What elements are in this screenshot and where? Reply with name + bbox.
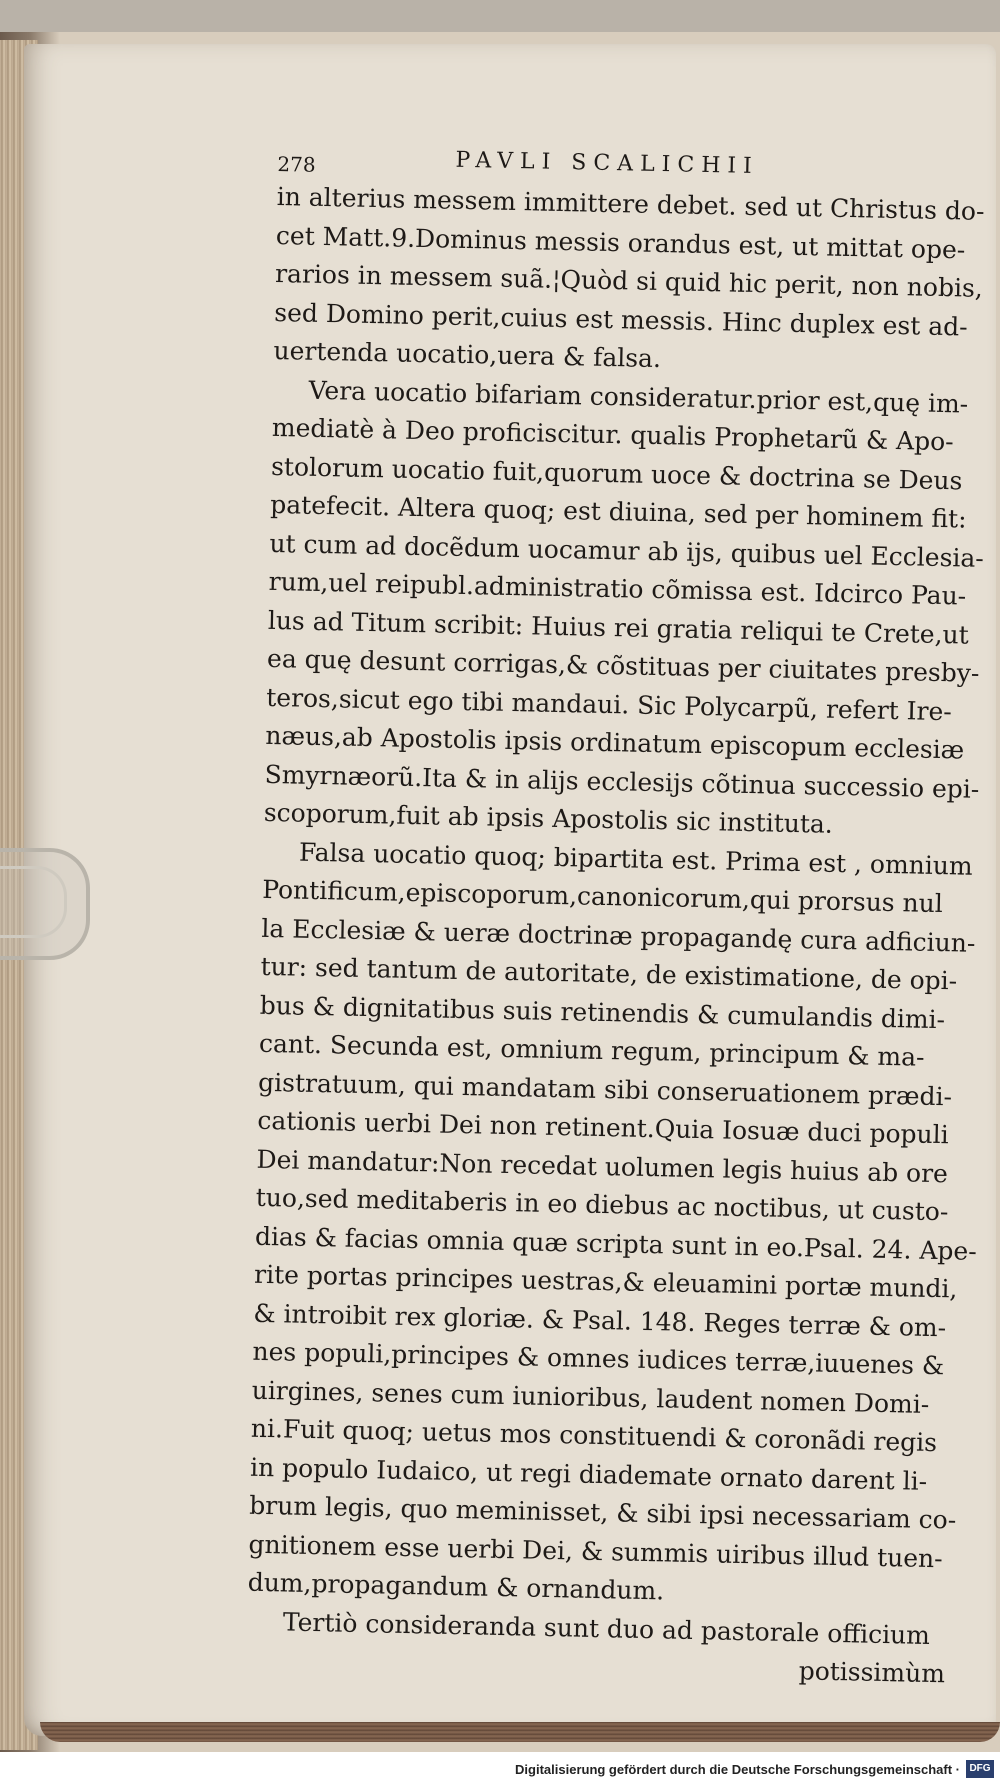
text-line: lus ad Titum scribit: Huius rei gratia reliqui te Crete,ut bbox=[267, 605, 970, 650]
digitization-footer bbox=[0, 1752, 1000, 1791]
paragraph-start-line: Tertiò consideranda sunt duo ad pastorale officium bbox=[282, 1606, 931, 1650]
text-line: ni.Fuit quoq; uetus mos constituendi & coronãdi regis bbox=[250, 1413, 938, 1458]
text-line: sed Domino perit,cuius est messis. Hinc duplex est ad- bbox=[274, 297, 968, 341]
text-line: teros,sicut ego tibi mandaui. Sic Polycarpũ, refert Ire- bbox=[265, 682, 953, 726]
text-line: mediatè à Deo proficiscitur. qualis Prophetarũ & Apo- bbox=[271, 412, 954, 457]
text-line: rarios in messem suã.¦Quòd si quid hic perit, non nobis, bbox=[274, 258, 984, 303]
text-line: gistratuum, qui mandatam sibi conseruationem prædi- bbox=[257, 1067, 953, 1111]
text-line: ea quę desunt corrigas,& cõstituas per ciuitates presby- bbox=[266, 643, 980, 688]
catchword: potissimùm bbox=[798, 1656, 946, 1689]
page-clip-inner bbox=[0, 866, 67, 938]
text-line: dias & facias omnia quæ scripta sunt in eo.Psal. 24. Ape- bbox=[254, 1221, 978, 1266]
text-line: Pontificum,episcoporum,canonicorum,qui prorsus nul bbox=[261, 874, 944, 919]
text-line: rum,uel reipubl.administratio cõmissa est. Idcirco Pau- bbox=[268, 566, 967, 611]
page-text bbox=[246, 138, 983, 1694]
text-line: Dei mandatur:Non recedat uolumen legis huius ab ore bbox=[256, 1144, 949, 1188]
text-line: tur: sed tantum de autoritate, de existimatione, de opi- bbox=[260, 951, 958, 996]
text-line: næus,ab Apostolis ipsis ordinatum episcopum ecclesiæ bbox=[265, 720, 965, 765]
text-line: scoporum,fuit ab ipsis Apostolis sic instituta. bbox=[263, 797, 834, 839]
text-line: ut cum ad docẽdum uocamur ab ijs, quibus uel Ecclesia- bbox=[269, 528, 985, 573]
text-line: in populo Iudaico, ut regi diademate ornato darent li- bbox=[249, 1452, 928, 1496]
text-line: uertenda uocatio,uera & falsa. bbox=[273, 335, 662, 374]
text-line: & introibit rex gloriæ. & Psal. 148. Reges terræ & om- bbox=[253, 1298, 947, 1342]
page-number: 278 bbox=[277, 151, 316, 177]
running-head: PAVLI SCALICHII bbox=[455, 147, 760, 180]
text-line: brum legis, quo meminisset, & sibi ipsi necessariam co- bbox=[249, 1490, 957, 1535]
text-line: tuo,sed meditaberis in eo diebus ac noctibus, ut custo- bbox=[255, 1182, 949, 1227]
text-line: Smyrnæorũ.Ita & in alijs ecclesijs cõtinua successio epi- bbox=[264, 759, 980, 804]
text-line: stolorum uocatio fuit,quorum uoce & doctrina se Deus bbox=[270, 451, 963, 495]
text-line: cet Matt.9.Dominus messis orandus est, ut mittat ope- bbox=[275, 220, 966, 264]
text-line: nes populi,principes & omnes iudices terræ,iuuenes & bbox=[252, 1336, 945, 1381]
text-line: rite portas principes uestras,& eleuamini portæ mundi, bbox=[253, 1259, 958, 1304]
paragraph-start-line: Vera uocatio bifariam consideratur.prior est,quę im- bbox=[308, 375, 969, 419]
funding-credit: Digitalisierung gefördert durch die Deutsche Forschungsgemeinschaft · bbox=[515, 1762, 960, 1777]
paragraph-start-line: Falsa uocatio quoq; bipartita est. Prima est , omnium bbox=[298, 837, 973, 881]
text-line: gnitionem esse uerbi Dei, & summis uiribus illud tuen- bbox=[248, 1529, 943, 1573]
text-line: la Ecclesiæ & ueræ doctrinæ propagandę cura adficiun- bbox=[261, 913, 976, 958]
book-bottom-edge bbox=[40, 1722, 1000, 1742]
text-line: cationis uerbi Dei non retinent.Quia Iosuæ duci populi bbox=[257, 1105, 949, 1150]
dfg-logo-icon: DFG bbox=[966, 1760, 994, 1778]
text-line: uirgines, senes cum iunioribus, laudent nomen Domi- bbox=[251, 1375, 930, 1419]
text-line: dum,propagandum & ornandum. bbox=[247, 1567, 665, 1606]
text-line: patefecit. Altera quoq; est diuina, sed per hominem fit: bbox=[270, 489, 967, 534]
text-line: bus & dignitatibus suis retinendis & cumulandis dimi- bbox=[259, 990, 946, 1034]
text-line: in alterius messem immittere debet. sed ut Christus do- bbox=[276, 181, 985, 226]
text-line: cant. Secunda est, omnium regum, principum & ma- bbox=[258, 1028, 925, 1072]
body-text bbox=[246, 178, 985, 1694]
